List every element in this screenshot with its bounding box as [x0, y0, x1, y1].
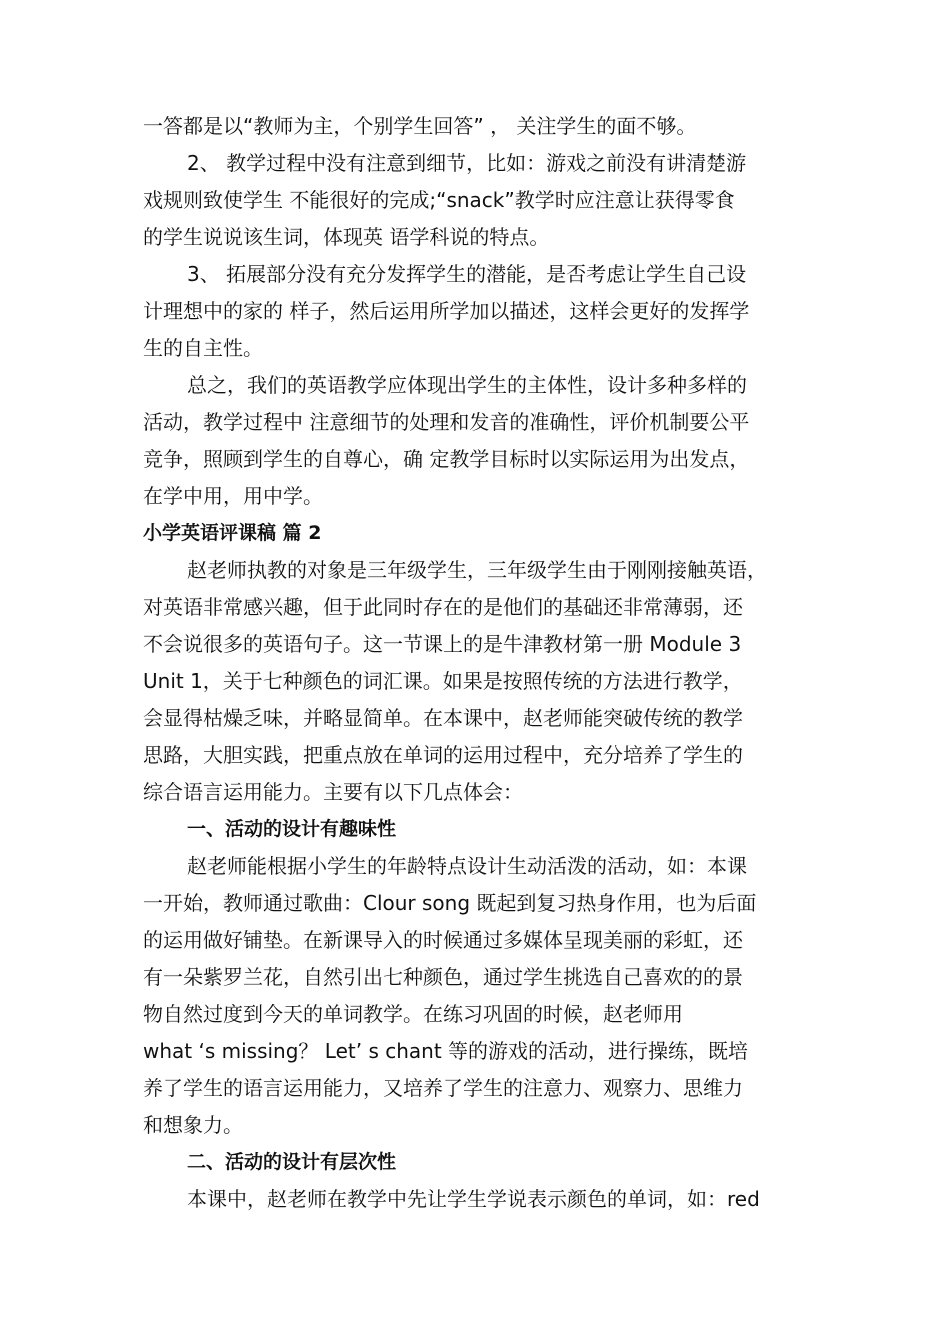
paragraph-line: 养了学生的语言运用能力，又培养了学生的注意力、观察力、思维力: [143, 1076, 743, 1100]
paragraph-line: what ‘s missing？ Let’ s chant 等的游戏的活动，进行操练，既培: [143, 1039, 749, 1063]
paragraph-line: 赵老师执教的对象是三年级学生，三年级学生由于刚刚接触英语，: [187, 558, 767, 582]
document-page: [143, 108, 813, 1218]
subsection-heading: 二、活动的设计有层次性: [187, 1151, 397, 1173]
paragraph-line: 本课中，赵老师在教学中先让学生学说表示颜色的单词，如：red: [187, 1187, 760, 1211]
paragraph-line: 计理想中的家的 样子，然后运用所学加以描述，这样会更好的发挥学: [143, 299, 750, 323]
subsection-heading: 一、活动的设计有趣味性: [187, 818, 397, 840]
paragraph-line: 的运用做好铺垫。在新课导入的时候通过多媒体呈现美丽的彩虹，还: [143, 928, 743, 952]
paragraph-line: 综合语言运用能力。主要有以下几点体会：: [143, 780, 523, 804]
paragraph-line: 戏规则致使学生 不能很好的完成;“snack”教学时应注意让获得零食: [143, 188, 735, 212]
paragraph-line: 思路，大胆实践，把重点放在单词的运用过程中，充分培养了学生的: [143, 743, 743, 767]
paragraph-line: Unit 1，关于七种颜色的词汇课。如果是按照传统的方法进行教学，: [143, 669, 743, 693]
paragraph-line: 竞争，照顾到学生的自尊心，确 定教学目标时以实际运用为出发点，: [143, 447, 750, 471]
paragraph-line: 总之，我们的英语教学应体现出学生的主体性，设计多种多样的: [187, 373, 747, 397]
paragraph-line: 有一朵紫罗兰花，自然引出七种颜色，通过学生挑选自己喜欢的的景: [143, 965, 743, 989]
paragraph-line: 2、 教学过程中没有注意到细节，比如：游戏之前没有讲清楚游: [187, 151, 747, 175]
paragraph-line: 和想象力。: [143, 1113, 243, 1137]
paragraph-line: 对英语非常感兴趣，但于此同时存在的是他们的基础还非常薄弱，还: [143, 595, 743, 619]
paragraph-line: 的学生说说该生词，体现英 语学科说的特点。: [143, 225, 550, 249]
paragraph-line: 物自然过度到今天的单词教学。在练习巩固的时候，赵老师用: [143, 1002, 683, 1026]
paragraph-line: 赵老师能根据小学生的年龄特点设计生动活泼的活动，如：本课: [187, 854, 747, 878]
paragraph-line: 会显得枯燥乏味，并略显简单。在本课中，赵老师能突破传统的教学: [143, 706, 743, 730]
paragraph-line: 活动，教学过程中 注意细节的处理和发音的准确性，评价机制要公平: [143, 410, 750, 434]
paragraph-line: 一开始，教师通过歌曲：Clour song 既起到复习热身作用，也为后面: [143, 891, 757, 915]
paragraph-line: 生的自主性。: [143, 336, 263, 360]
paragraph-line: 在学中用，用中学。: [143, 484, 323, 508]
section-heading: 小学英语评课稿 篇 2: [143, 522, 322, 544]
paragraph-line: 一答都是以“教师为主，个别学生回答” ， 关注学生的面不够。: [143, 114, 697, 138]
paragraph-line: 3、 拓展部分没有充分发挥学生的潜能，是否考虑让学生自己设: [187, 262, 747, 286]
paragraph-line: 不会说很多的英语句子。这一节课上的是牛津教材第一册 Module 3: [143, 632, 742, 656]
